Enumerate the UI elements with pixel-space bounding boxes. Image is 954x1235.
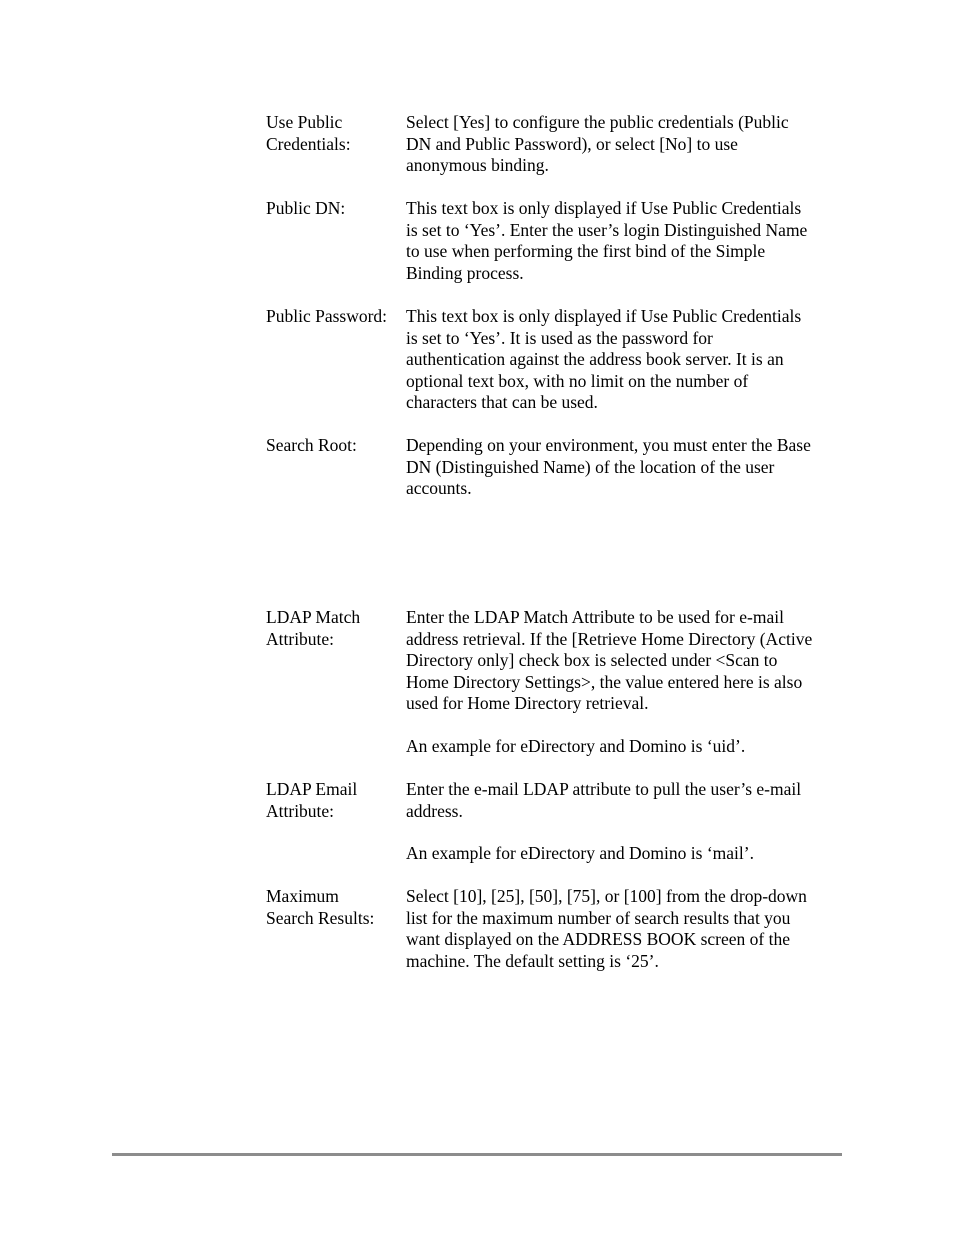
term-example: An example for eDirectory and Domino is ‘mail’. xyxy=(406,843,754,863)
term-description: This text box is only displayed if Use Public Credentials is set to ‘Yes’. Enter the user’s login Distinguished Name to use when performing the first bind of the Simple Binding process. xyxy=(406,198,808,283)
footer-divider xyxy=(112,1153,842,1156)
term-label: Search Root: xyxy=(266,435,357,455)
term-description: Select [10], [25], [50], [75], or [100] from the drop-down list for the maximum number of search results that you want displayed on the ADDRESS BOOK screen of the machine. The default setting is ‘25’. xyxy=(406,886,807,971)
term-description: This text box is only displayed if Use Public Credentials is set to ‘Yes’. It is used as the password for authentication against the address book server. It is an optional text box, with no limit on the number of characters that can be used. xyxy=(406,306,802,413)
term-label: Public Password: xyxy=(266,306,388,326)
term-label: LDAP Email Attribute: xyxy=(266,779,358,821)
term-description: Enter the LDAP Match Attribute to be used for e-mail address retrieval. If the [Retrieve Home Directory (Active Directory only] check box is selected under <Scan to Home Directory Settings>, the value entered here is also used for Home Directory retrieval. xyxy=(406,607,813,714)
term-description: Depending on your environment, you must enter the Base DN (Distinguished Name) of the location of the user accounts. xyxy=(406,435,811,499)
term-label: Maximum Search Results: xyxy=(266,886,375,928)
term-label: Public DN: xyxy=(266,198,346,218)
term-label: Use Public Credentials: xyxy=(266,112,351,154)
term-description: Select [Yes] to configure the public credentials (Public DN and Public Password), or select [No] to use anonymous binding. xyxy=(406,112,789,176)
term-description: Enter the e-mail LDAP attribute to pull the user’s e-mail address. xyxy=(406,779,802,821)
term-label: LDAP Match Attribute: xyxy=(266,607,361,649)
term-example: An example for eDirectory and Domino is ‘uid’. xyxy=(406,736,746,756)
